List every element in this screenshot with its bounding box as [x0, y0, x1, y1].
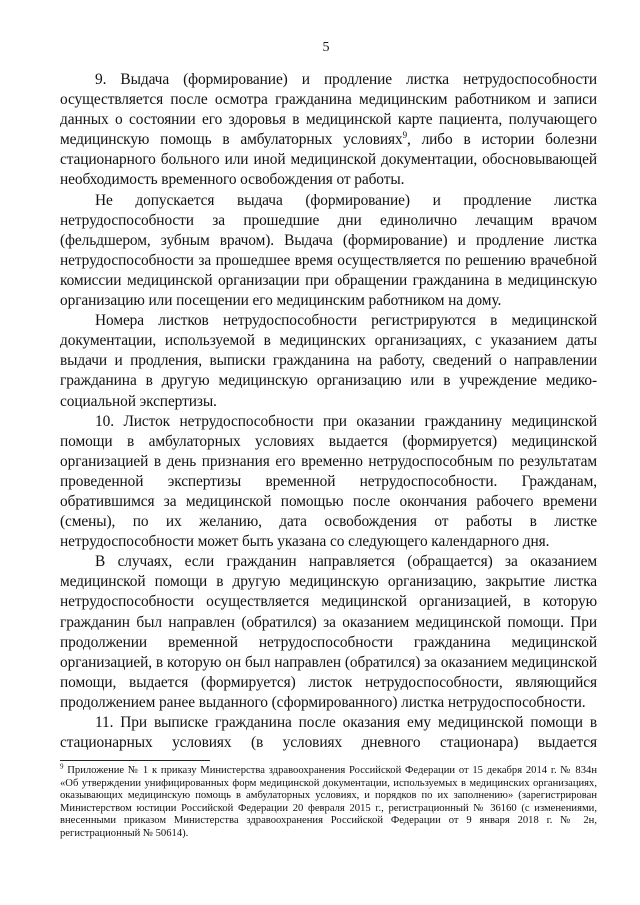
paragraph-10-part-2: В случаях, если гражданин направляется (обращается) за оказанием медицинской помощи в другую медицинскую организацию, закрытие листка нетрудоспособности осуществляется медицинской организацией, в которую гражданин был направлен (обратился) за оказанием медицинской помощи. При продолжении временной нетрудоспособности гражданина медицинской организацией, в которую он был направлен (обратился) за оказанием медицинской помощи, выдается (формируется) листок нетрудоспособности, являющийся продолжением ранее выданного (сформированного) листка нетрудоспособности. [60, 553, 597, 711]
body-text [60, 70, 597, 753]
paragraph-9-part-2: Не допускается выдача (формирование) и продление листка нетрудоспособности за прошедшие дни единолично лечащим врачом (фельдшером, зубным врачом). Выдача (формирование) и продление листка нетрудоспособности за прошедшее время осуществляется по решению врачебной комиссии медицинской организации при обращении гражданина в медицинскую организацию или посещении его медицинским работником на дому. [60, 191, 597, 310]
footnote-mark: 9 [60, 762, 64, 771]
paragraph-10: 10. Листок нетрудоспособности при оказании гражданину медицинской помощи в амбулаторных условиях выдается (формируется) медицинской организацией в день признания его временно нетрудоспособным по результатам проведенной экспертизы временной нетрудоспособности. Гражданам, обратившимся за медицинской помощью после окончания рабочего времени (смены), по их желанию, дата освобождения от работы в листке нетрудоспособности может быть указана со следующего календарного дня. [60, 412, 597, 551]
paragraph-9 [60, 70, 597, 191]
footnote-text: Приложение № 1 к приказу Министерства здравоохранения Российской Федерации от 15 декабря 2014 г. № 834н «Об утверждении унифицированных форм медицинской документации, используемых в медицинских организациях, оказывающих медицинскую помощь в амбулаторных условиях, и порядков по их заполнению» (зарегистрирован Министерством юстиции Российской Федерации 20 февраля 2015 г., регистрационный № 36160 (с изменениями, внесенными приказом Министерства здравоохранения Российской Федерации от 9 января 2018 г. № 2н, регистрационный № 50614). [60, 765, 597, 839]
footnote-reference: 9 [402, 130, 407, 141]
paragraph-9-part-3: Номера листков нетрудоспособности регистрируются в медицинской документации, используемой в медицинских организациях, с указанием даты выдачи и продления, выписки гражданина на работу, сведений о направлении гражданина в другую медицинскую организацию или в учреждение медико-социальной экспертизы. [60, 312, 597, 410]
paragraph-text-tail: , либо в истории болезни стационарного больного или иной медицинской документации, обосновывающей необходимость временного освобождения от работы. [60, 131, 597, 189]
page-number: 5 [322, 40, 330, 55]
footnote-divider [60, 760, 210, 761]
paragraph-text: 9. Выдача (формирование) и продление листка нетрудоспособности осуществляется после осмотра гражданина медицинским работником и записи данных о состоянии его здоровья в медицинской карте пациента, получающего медицинскую помощь в амбулаторных условиях [60, 71, 597, 149]
paragraph-11: 11. При выписке гражданина после оказания ему медицинской помощи в стационарных условиях (в условиях дневного стационара) выдается [60, 714, 597, 752]
footnote [60, 762, 597, 841]
